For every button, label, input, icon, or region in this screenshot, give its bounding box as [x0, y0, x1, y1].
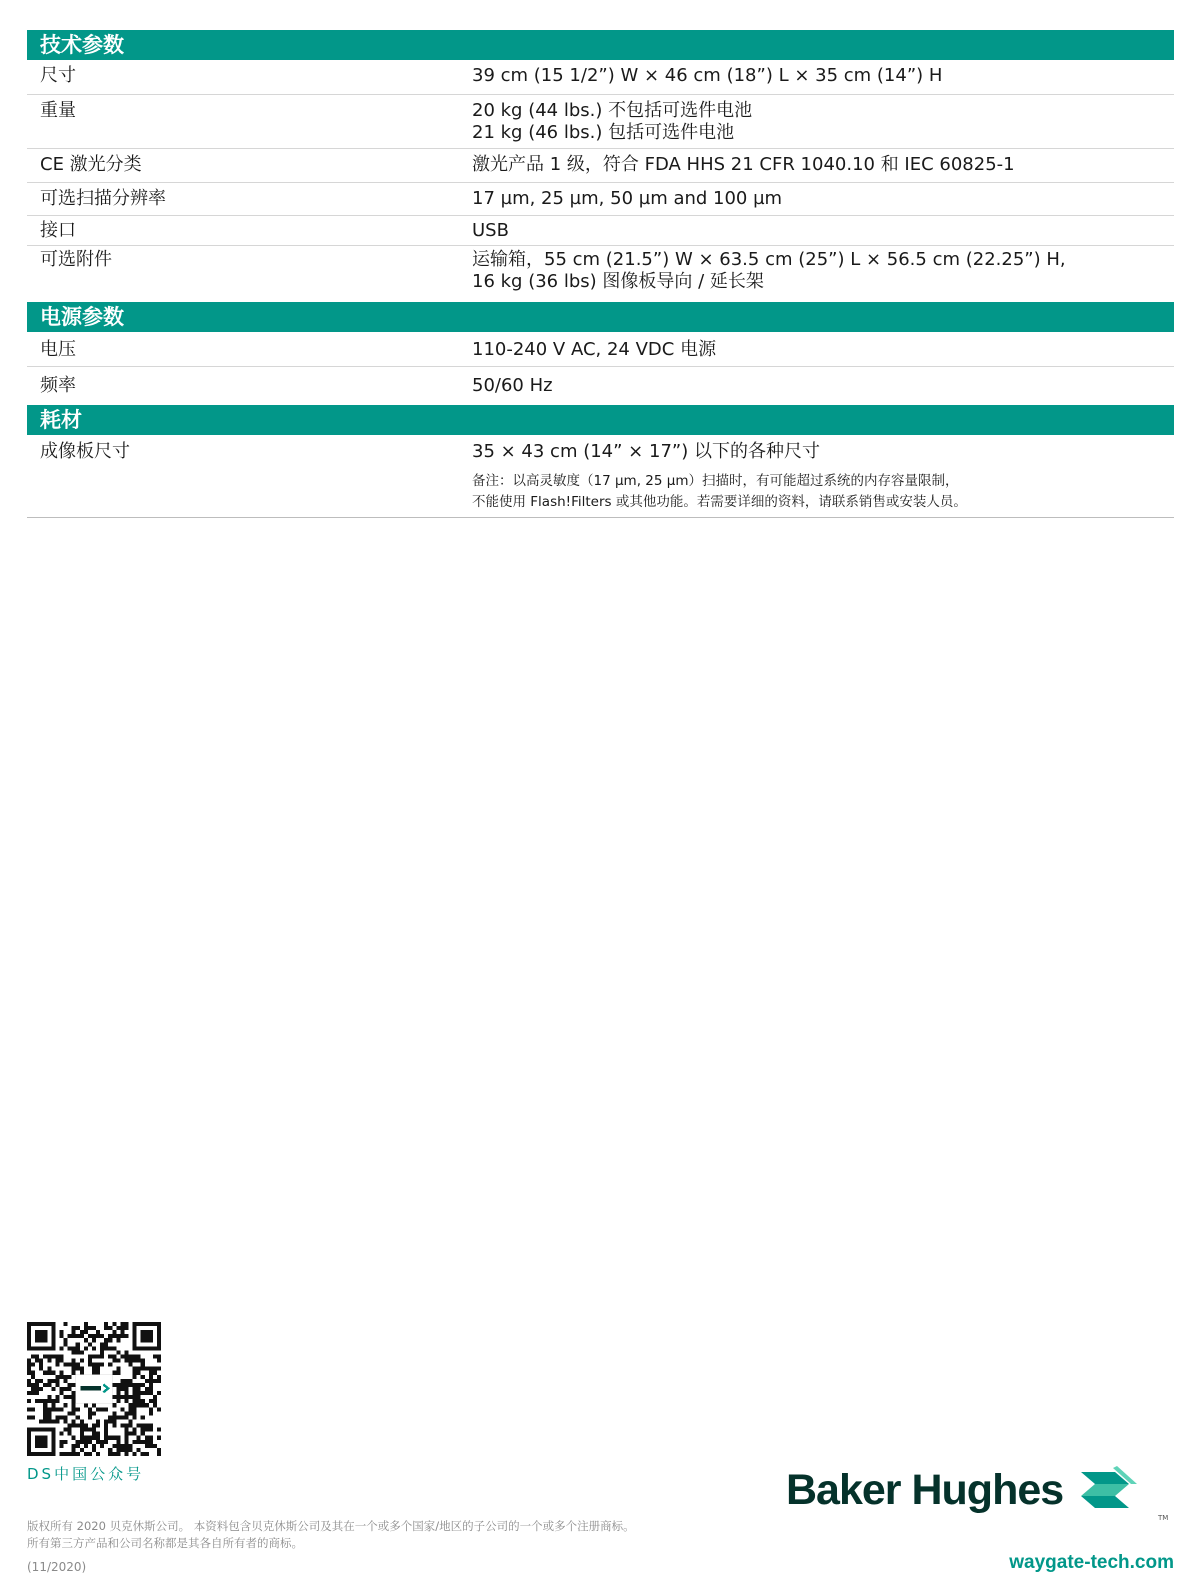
section-heading-consumables: 耗材	[27, 405, 1174, 435]
spec-label: 可选附件	[40, 249, 112, 270]
brand-logo	[786, 1462, 1141, 1518]
qr-block	[27, 1322, 170, 1484]
qr-caption: DS中国公众号	[27, 1465, 145, 1483]
brand-wordmark: Baker Hughes	[786, 1466, 1064, 1514]
spec-value	[472, 100, 752, 144]
spec-label: 可选扫描分辨率	[40, 188, 166, 209]
spec-label: 电压	[40, 339, 76, 360]
legal-notice	[27, 1518, 787, 1552]
spec-row-ce	[27, 149, 1174, 183]
spec-row-plate-size	[27, 435, 1174, 518]
legal-line: 所有第三方产品和公司名称都是其各自所有者的商标。	[27, 1536, 303, 1550]
section-heading-power: 电源参数	[27, 302, 1174, 332]
trademark-mark: TM	[1158, 1514, 1169, 1522]
spec-value-line: 运输箱，55 cm (21.5”) W × 63.5 cm (25”) L × 56.5 cm (22.25”) H,	[472, 249, 1066, 270]
spec-value	[472, 441, 967, 513]
spec-row-size	[27, 60, 1174, 95]
spec-note-line: 不能使用 Flash!Filters 或其他功能。若需要详细的资料，请联系销售或安装人员。	[472, 494, 967, 510]
spec-value: USB	[472, 220, 509, 241]
spec-value-line: 20 kg (44 lbs.) 不包括可选件电池	[472, 100, 753, 121]
qr-code-icon	[27, 1322, 161, 1456]
section-heading-tech: 技术参数	[27, 30, 1174, 60]
spec-value-line: 16 kg (36 lbs) 图像板导向 / 延长架	[472, 271, 764, 292]
spec-label: 频率	[40, 375, 76, 396]
spec-label: 尺寸	[40, 65, 76, 86]
spec-label: 成像板尺寸	[40, 441, 130, 462]
spec-value: 39 cm (15 1/2”) W × 46 cm (18”) L × 35 cm (14”) H	[472, 65, 943, 86]
spec-note-line: 备注：以高灵敏度（17 µm, 25 µm）扫描时，有可能超过系统的内存容量限制，	[472, 473, 959, 489]
spec-row-accessories	[27, 246, 1174, 302]
spec-value: 17 µm, 25 µm, 50 µm and 100 µm	[472, 188, 783, 209]
legal-line: 版权所有 2020 贝克休斯公司。 本资料包含贝克休斯公司及其在一个或多个国家/地区的子公司的一个或多个注册商标。	[27, 1519, 635, 1533]
baker-hughes-chevron-icon	[1075, 1462, 1141, 1518]
spec-row-weight	[27, 95, 1174, 149]
spec-value-line: 21 kg (46 lbs.) 包括可选件电池	[472, 122, 735, 143]
spec-value: 50/60 Hz	[472, 375, 553, 396]
publication-date: (11/2020)	[27, 1560, 87, 1574]
spec-row-interface	[27, 216, 1174, 246]
spec-value: 110-240 V AC, 24 VDC 电源	[472, 339, 717, 360]
spec-value-line: 35 × 43 cm (14” × 17”) 以下的各种尺寸	[472, 441, 820, 462]
spec-label: 重量	[40, 100, 76, 121]
spec-label: CE 激光分类	[40, 154, 142, 175]
website-link[interactable]: waygate-tech.com	[1009, 1552, 1174, 1573]
spec-row-frequency	[27, 367, 1174, 405]
spec-value	[472, 249, 1066, 293]
spec-table	[27, 30, 1174, 518]
spec-value: 激光产品 1 级，符合 FDA HHS 21 CFR 1040.10 和 IEC 60825-1	[472, 154, 1015, 175]
spec-note	[472, 471, 967, 513]
spec-row-resolution	[27, 183, 1174, 216]
spec-label: 接口	[40, 220, 76, 241]
spec-row-voltage	[27, 332, 1174, 367]
